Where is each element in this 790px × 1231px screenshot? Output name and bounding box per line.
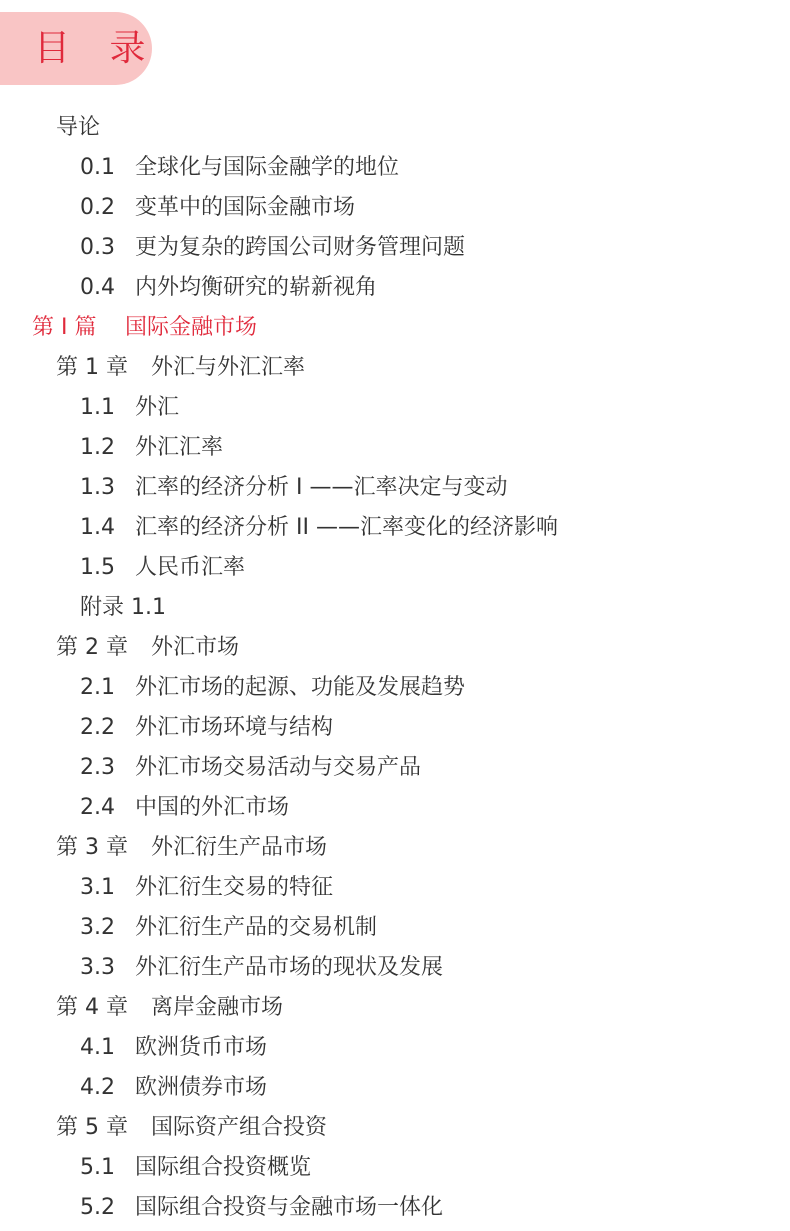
toc-entry-section[interactable] — [0, 948, 790, 988]
toc-entry-section[interactable] — [0, 908, 790, 948]
toc-entry-title: 外汇衍生产品市场的现状及发展 — [135, 955, 444, 980]
toc-title: 目 录 — [34, 27, 160, 69]
toc-entry-number: 3.1 — [80, 875, 115, 900]
toc-entry-title: 外汇衍生产品的交易机制 — [135, 915, 378, 940]
toc-entry-section[interactable] — [0, 1028, 790, 1068]
toc-entry-number: 0.4 — [80, 275, 115, 300]
toc-entry-chapter[interactable] — [0, 1108, 790, 1148]
toc-entry-title: 外汇市场交易活动与交易产品 — [135, 755, 422, 780]
toc-entry-number: 5.1 — [80, 1155, 115, 1180]
toc-entry-number: 5.2 — [80, 1195, 115, 1220]
toc-entry-number: 1.3 — [80, 475, 115, 500]
toc-entry-title: 内外均衡研究的崭新视角 — [135, 275, 378, 300]
toc-entry-title: 人民币汇率 — [135, 555, 246, 580]
toc-entry-number: 1.2 — [80, 435, 115, 460]
toc-entry-title: 外汇汇率 — [135, 435, 224, 460]
toc-entry-section[interactable] — [0, 268, 790, 308]
toc-entry-section[interactable] — [0, 428, 790, 468]
toc-entry-number: 2.2 — [80, 715, 115, 740]
toc-entry-number: 4.1 — [80, 1035, 115, 1060]
toc-entry-title: 外汇市场 — [151, 635, 240, 660]
toc-entry-title: 欧洲债券市场 — [135, 1075, 268, 1100]
toc-entry-title: 汇率的经济分析 I ——汇率决定与变动 — [135, 475, 508, 500]
toc-entry-title: 导论 — [56, 115, 101, 140]
toc-entry-title: 外汇衍生产品市场 — [151, 835, 328, 860]
toc-entry-section[interactable] — [0, 868, 790, 908]
toc-entry-title: 外汇与外汇汇率 — [151, 355, 306, 380]
toc-entry-chapter[interactable] — [0, 828, 790, 868]
toc-entry-number: 第 2 章 — [56, 635, 128, 660]
toc-entry-number: 3.3 — [80, 955, 115, 980]
toc-entry-section[interactable] — [0, 708, 790, 748]
toc-entry-title: 外汇市场环境与结构 — [135, 715, 334, 740]
toc-entry-number: 1.4 — [80, 515, 115, 540]
toc-entry-title: 全球化与国际金融学的地位 — [135, 155, 400, 180]
toc-entry-section[interactable] — [0, 668, 790, 708]
toc-entry-title: 欧洲货币市场 — [135, 1035, 268, 1060]
toc-entry-title: 中国的外汇市场 — [135, 795, 290, 820]
toc-entry-section[interactable] — [0, 508, 790, 548]
toc-entry-chapter[interactable] — [0, 348, 790, 388]
toc-entry-number: 1.5 — [80, 555, 115, 580]
toc-entry-title: 变革中的国际金融市场 — [135, 195, 356, 220]
toc-header — [0, 12, 160, 85]
toc-entry-number: 2.3 — [80, 755, 115, 780]
toc-entry-number: 第 4 章 — [56, 995, 128, 1020]
toc-entry-title: 外汇 — [135, 395, 180, 420]
toc-entry-number: 第 5 章 — [56, 1115, 128, 1140]
toc-entry-chapter[interactable] — [0, 628, 790, 668]
toc-entry-section[interactable] — [0, 1188, 790, 1228]
toc-entry-title: 附录 1.1 — [80, 595, 166, 620]
toc-entry-number: 0.2 — [80, 195, 115, 220]
toc-entry-title: 离岸金融市场 — [151, 995, 284, 1020]
toc-entry-title: 外汇市场的起源、功能及发展趋势 — [135, 675, 466, 700]
toc-list — [0, 108, 790, 1228]
toc-entry-section[interactable] — [0, 468, 790, 508]
toc-entry-number: 4.2 — [80, 1075, 115, 1100]
toc-entry-chapter[interactable] — [0, 108, 790, 148]
toc-entry-number: 第 3 章 — [56, 835, 128, 860]
toc-entry-number: 3.2 — [80, 915, 115, 940]
toc-entry-title: 国际金融市场 — [125, 315, 258, 340]
toc-entry-title: 汇率的经济分析 II ——汇率变化的经济影响 — [135, 515, 558, 540]
toc-entry-section[interactable] — [0, 548, 790, 588]
toc-entry-section[interactable] — [0, 1068, 790, 1108]
toc-entry-title: 国际组合投资概览 — [135, 1155, 312, 1180]
toc-entry-chapter[interactable] — [0, 988, 790, 1028]
toc-entry-section[interactable] — [0, 788, 790, 828]
toc-entry-number: 1.1 — [80, 395, 115, 420]
toc-entry-number: 第 1 章 — [56, 355, 128, 380]
toc-entry-section[interactable] — [0, 748, 790, 788]
toc-entry-section[interactable] — [0, 388, 790, 428]
toc-entry-number: 0.1 — [80, 155, 115, 180]
toc-entry-number: 2.1 — [80, 675, 115, 700]
toc-entry-number: 第 I 篇 — [32, 315, 97, 340]
toc-entry-part[interactable] — [0, 308, 790, 348]
toc-entry-number: 0.3 — [80, 235, 115, 260]
toc-entry-section[interactable] — [0, 228, 790, 268]
toc-entry-section[interactable] — [0, 148, 790, 188]
toc-entry-title: 更为复杂的跨国公司财务管理问题 — [135, 235, 466, 260]
toc-entry-title: 国际资产组合投资 — [151, 1115, 328, 1140]
toc-entry-section[interactable] — [0, 188, 790, 228]
toc-entry-title: 外汇衍生交易的特征 — [135, 875, 334, 900]
toc-entry-section[interactable] — [0, 1148, 790, 1188]
toc-entry-title: 国际组合投资与金融市场一体化 — [135, 1195, 444, 1220]
toc-entry-number: 2.4 — [80, 795, 115, 820]
toc-entry-section[interactable] — [0, 588, 790, 628]
